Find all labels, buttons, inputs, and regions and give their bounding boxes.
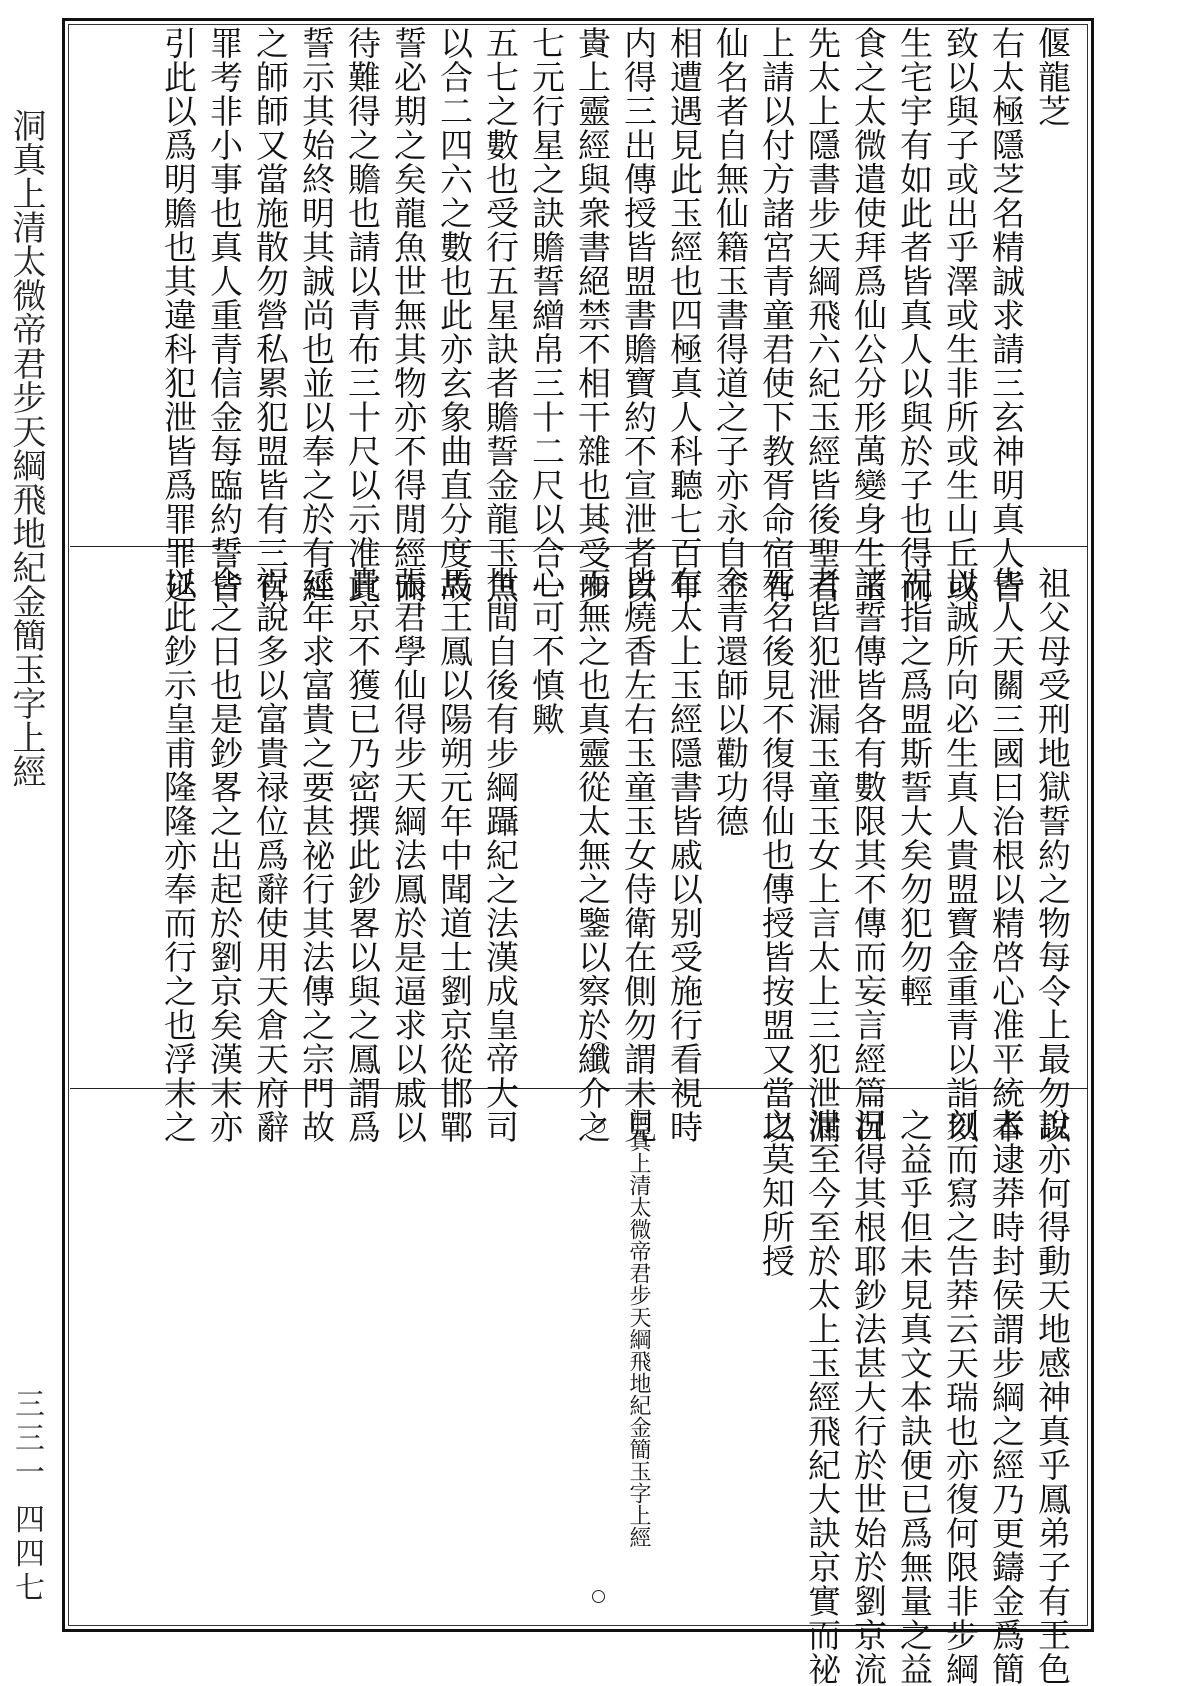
text-column: 内得三出傳授皆盟書贍寶約不宣泄者以	[619, 26, 658, 604]
text-column: 祝指之爲盟斯誓大矣勿犯勿輕	[895, 566, 934, 1008]
text-column: 引此以爲明贍也其違科犯泄皆爲罪罪延	[159, 26, 198, 604]
text-column: 皆燒香左右玉童玉女侍衛在側勿謂未見	[619, 566, 658, 1144]
text-column: 祖父母受刑地獄誓約之物每令上最勿以	[1033, 566, 1072, 1144]
text-column: 諸誓傳皆各有數限其不傳而妄言經篇目	[849, 566, 888, 1144]
text-column: 以合二四六之數也此亦玄象曲直分度故	[435, 26, 474, 604]
text-column: 以此鈔示皇甫隆隆亦奉而行之也浮末之	[159, 566, 198, 1144]
text-column: 相遭遇見此玉經也四極真人科聽七百年	[665, 26, 704, 604]
section-marker-circle	[592, 1590, 605, 1603]
text-column: 食之太微遣使拜爲仙公分形萬變身生玉	[849, 26, 888, 604]
section-marker-circle	[592, 1120, 605, 1133]
text-column: 延年求富貴之要甚祕行其法傳之宗門故	[297, 566, 336, 1144]
text-column: 生宅宇有如此者皆真人以與於子也得而	[895, 26, 934, 604]
section-marker-circle	[592, 1042, 605, 1055]
text-column: 死名後見不復得仙也傳授皆按盟又當以	[757, 566, 796, 1144]
section-marker-circle	[592, 514, 605, 527]
text-column: 而無之也真靈從太無之鑒以察於纖介之	[573, 566, 612, 1144]
section-marker-circle	[592, 578, 605, 591]
text-column: 之莫知所授	[757, 1108, 796, 1278]
text-column: 金青還師以勸功德	[711, 566, 750, 838]
text-column: 張君學仙得步天綱法鳳於是逼求以戚以	[389, 566, 428, 1144]
text-column: 右太極隱芝名精誠求請三玄神明真人皆	[987, 26, 1026, 604]
margin-title: 洞真上清太微帝君步天綱飛地紀金簡玉字上經	[6, 108, 46, 788]
text-column: 說亦何得動天地感神真乎鳳弟子有王色	[1033, 1108, 1072, 1686]
text-column: 泄至今至於太上玉經飛紀大訣京實而祕	[803, 1108, 842, 1686]
text-column: 況得其根耶鈔法甚大行於世始於劉京流	[849, 1108, 888, 1686]
text-block-bottom	[72, 1108, 1086, 1686]
text-column: 罪考非小事也真人重青信金每臨約誓皆	[205, 26, 244, 604]
text-column: 五七之數也受行五星訣者贍誓金龍玉魚	[481, 26, 520, 604]
text-column: 先太上隱書步天綱飛六紀玉經皆後聖君	[803, 26, 842, 604]
text-column: 合之日也是鈔畧之出起於劉京矣漢末亦	[205, 566, 244, 1144]
text-column: 以誠所向必生真人貴盟寶金重青以詣以	[941, 566, 980, 1144]
text-column: 之益乎但未見真文本訣便已爲無量之益	[895, 1108, 934, 1686]
text-column: 貴上靈經與衆書絕禁不相干雜也其受步	[573, 26, 612, 604]
text-column: 刻而寫之告莽云天瑞也亦復何限非步綱	[941, 1108, 980, 1686]
margin-page-number: 三三一 四四七	[9, 1388, 44, 1606]
text-column: 七元行星之訣贍誓繒帛三十二尺以合一	[527, 26, 566, 604]
text-column: 誓示其始終明其誠尚也並以奉之於有經	[297, 26, 336, 604]
text-column: 待難得之贍也請以青布三十尺以示准此	[343, 26, 382, 604]
text-column: 者皆犯泄漏玉童玉女上言太上三犯泄漏	[803, 566, 842, 1144]
text-column: 上請以付方諸宮青童君使下教胥命宿有	[757, 26, 796, 604]
closing-title-column: 洞真上清太微帝君步天綱飛地紀金簡玉字上經	[626, 1108, 651, 1548]
text-column: 仙名者自無仙籍玉書得道之子亦永自不	[711, 26, 750, 604]
text-column: 告人天關三國曰治根以精啓心准平統本	[987, 566, 1026, 1144]
text-column: 祝說多以富貴禄位爲辭使用天倉天府辭	[251, 566, 290, 1144]
text-column: 有太上玉經隱書皆戚以别受施行看視時	[665, 566, 704, 1144]
text-column: 之師師又當施散勿營私累犯盟皆有三官	[251, 26, 290, 604]
text-block-middle	[72, 566, 1086, 1144]
text-column: 心可不慎歟	[527, 566, 566, 736]
text-column: 貴京不獲已乃密撰此鈔畧以與之鳳謂爲	[343, 566, 382, 1144]
text-column: 者逮莽時封侯謂步綱之經乃更鑄金爲簡	[987, 1108, 1026, 1686]
text-column: 馬王鳳以陽朔元年中聞道士劉京從邯鄲	[435, 566, 474, 1144]
text-block-top	[72, 26, 1086, 604]
text-column: 偃龍芝	[1033, 26, 1072, 128]
text-column: 世間自後有步綱躡紀之法漢成皇帝大司	[481, 566, 520, 1144]
text-column: 誓必期之矣龍魚世無其物亦不得閒經而	[389, 26, 428, 604]
text-column: 致以與子或出乎澤或生非所或生山丘或	[941, 26, 980, 604]
section-marker-circle	[592, 38, 605, 51]
